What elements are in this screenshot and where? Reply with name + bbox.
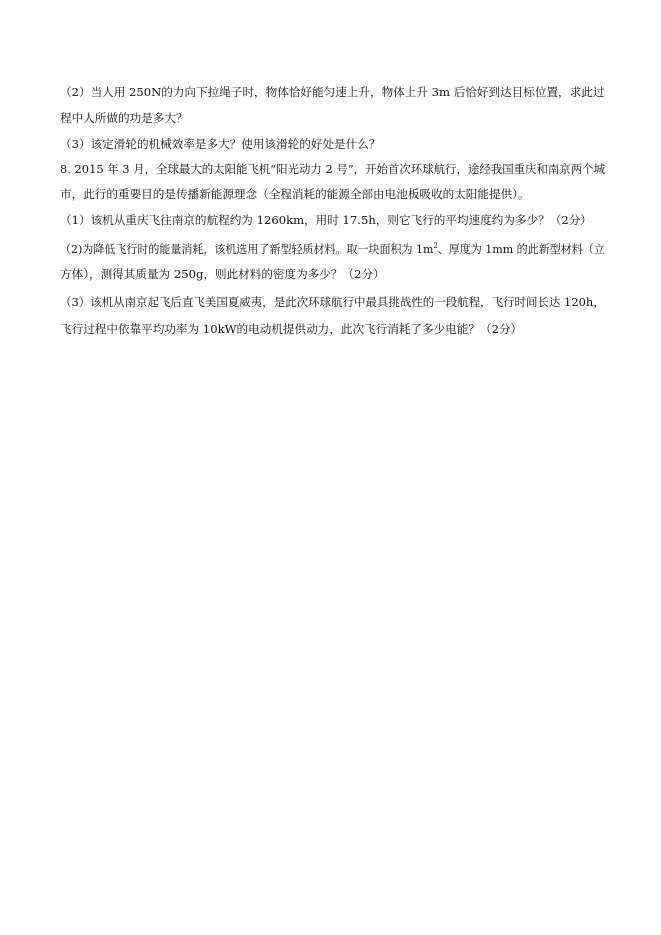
- question-8-part-2-line-1: [60, 241, 605, 257]
- question-8-intro-line-2: 市，此行的重要目的是传播新能源理念（全程消耗的能源全部由电池板吸收的太阳能提供）。: [60, 187, 530, 201]
- question-part-3: （3）该定滑轮的机械效率是多大？使用该滑轮的好处是什么？: [60, 137, 381, 151]
- question-8-intro-line-1: 8. 2015 年 3 月，全球最大的太阳能飞机“阳光动力 2 号”，开始首次环球航行，途经我国重庆和南京两个城: [60, 162, 606, 176]
- question-part-2-line-1: （2）当人用 250N的力向下拉绳子时，物体恰好能匀速上升，物体上升 3m 后恰好到达目标位置，求此过: [60, 85, 605, 99]
- part-2-text-a: （2)为降低飞行时的能量消耗，该机选用了新型轻质材料。取一块面积为 1m: [60, 242, 434, 256]
- question-8-part-3-line-2: 飞行过程中依靠平均功率为 10kW的电动机提供动力，此次飞行消耗了多少电能？（2分）: [60, 322, 523, 336]
- question-8-part-1: （1）该机从重庆飞往南京的航程约为 1260km，用时 17.5h，则它飞行的平均速度约为多少？（2分）: [60, 213, 592, 227]
- question-8-part-3-line-1: （3）该机从南京起飞后直飞美国夏威夷，是此次环球航行中最具挑战性的一段航程，飞行时间长达 120h，: [60, 295, 605, 309]
- question-part-2-line-2: 程中人所做的功是多大？: [60, 111, 188, 125]
- question-8-part-2-line-2: 方体），测得其质量为 250g，则此材料的密度为多少？（2分）: [60, 267, 385, 281]
- area-unit-superscript: 2: [433, 242, 438, 251]
- part-2-text-b: 、厚度为 1mm 的此新型材料（立: [437, 242, 605, 256]
